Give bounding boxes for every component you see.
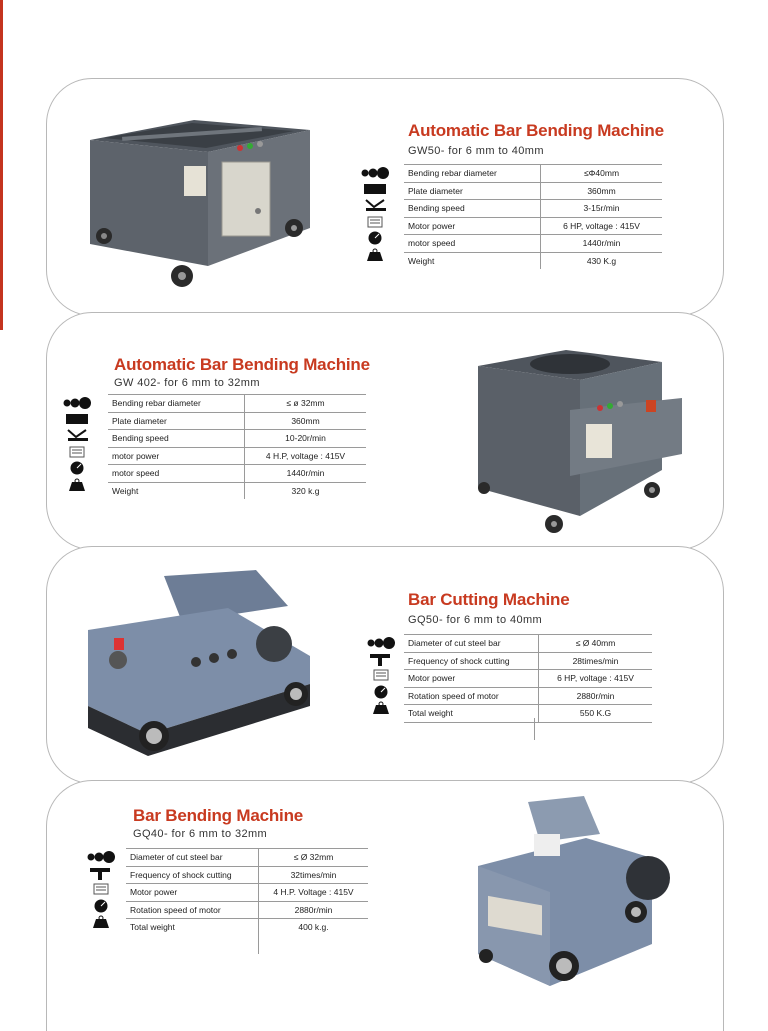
spec-value: 1440r/min xyxy=(541,235,663,253)
spec-label: Plate diameter xyxy=(404,182,541,200)
spec-label: motor power xyxy=(108,447,245,465)
spec-row xyxy=(126,866,368,884)
spec-row xyxy=(404,652,652,670)
spec-value: 320 k.g xyxy=(245,482,367,499)
spec-label: Total weight xyxy=(126,919,259,936)
spec-label: motor speed xyxy=(404,235,541,253)
spec-label: Diameter of cut steel bar xyxy=(126,849,259,867)
column-divider xyxy=(534,718,535,740)
rebar-diameter-icon xyxy=(360,165,390,179)
spec-row xyxy=(108,430,366,448)
spec-value: 10-20r/min xyxy=(245,430,367,448)
cutting-machine-gq50-photo xyxy=(78,566,322,760)
spec-row xyxy=(404,252,662,269)
cutting-icon xyxy=(86,866,116,880)
motor-icon xyxy=(366,668,396,682)
column-divider xyxy=(258,932,259,954)
spec-label: motor speed xyxy=(108,465,245,483)
spec-label: Motor power xyxy=(404,670,539,688)
rebar-diameter-icon xyxy=(86,849,116,863)
weight-icon xyxy=(86,915,116,929)
motor-icon xyxy=(86,882,116,896)
spec-row xyxy=(108,465,366,483)
spec-icons xyxy=(358,164,392,263)
section-subtitle: GW50- for 6 mm to 40mm xyxy=(408,145,544,157)
section-title: Automatic Bar Bending Machine xyxy=(408,121,664,140)
spec-label: Rotation speed of motor xyxy=(126,901,259,919)
speedometer-icon xyxy=(62,461,92,475)
spec-row xyxy=(108,412,366,430)
spec-row xyxy=(126,919,368,936)
spec-value: 6 HP, voltage : 415V xyxy=(539,670,653,688)
weight-icon xyxy=(360,248,390,262)
spec-label: Total weight xyxy=(404,705,539,723)
bending-machine-gw402-photo xyxy=(470,346,686,538)
speedometer-icon xyxy=(86,899,116,913)
spec-row xyxy=(108,447,366,465)
section-subtitle: GQ50- for 6 mm to 40mm xyxy=(408,614,543,626)
spec-table xyxy=(404,164,662,269)
spec-value: 2880r/min xyxy=(539,687,653,705)
spec-value: 3-15r/min xyxy=(541,200,663,218)
spec-value: 1440r/min xyxy=(245,465,367,483)
section-subtitle: GQ40- for 6 mm to 32mm xyxy=(133,828,268,840)
bending-speed-icon xyxy=(360,198,390,212)
spec-row xyxy=(126,901,368,919)
spec-value: ≤Φ40mm xyxy=(541,165,663,183)
spec-value: 4 H.P, voltage : 415V xyxy=(245,447,367,465)
spec-label: Weight xyxy=(108,482,245,499)
spec-row xyxy=(108,482,366,499)
spec-row xyxy=(126,849,368,867)
spec-label: Plate diameter xyxy=(108,412,245,430)
spec-label: Frequency of shock cutting xyxy=(126,866,259,884)
spec-value: ≤ ø 32mm xyxy=(245,395,367,413)
spec-icons xyxy=(364,634,398,717)
plate-icon xyxy=(62,412,92,426)
spec-icons xyxy=(60,394,94,493)
spec-label: Diameter of cut steel bar xyxy=(404,635,539,653)
spec-value: ≤ Ø 40mm xyxy=(539,635,653,653)
spec-label: Rotation speed of motor xyxy=(404,687,539,705)
spec-row xyxy=(404,705,652,723)
spec-label: Bending rebar diameter xyxy=(404,165,541,183)
spec-table xyxy=(126,848,368,936)
spec-value: 6 HP, voltage : 415V xyxy=(541,217,663,235)
left-accent-strip xyxy=(0,0,3,330)
speedometer-icon xyxy=(366,685,396,699)
speedometer-icon xyxy=(360,231,390,245)
spec-label: Weight xyxy=(404,252,541,269)
motor-icon xyxy=(360,215,390,229)
spec-row xyxy=(404,670,652,688)
spec-icons xyxy=(84,848,118,931)
spec-value: ≤ Ø 32mm xyxy=(259,849,369,867)
spec-value: 360mm xyxy=(245,412,367,430)
spec-row xyxy=(404,635,652,653)
spec-row xyxy=(404,217,662,235)
spec-row xyxy=(126,884,368,902)
spec-table xyxy=(108,394,366,499)
weight-icon xyxy=(62,478,92,492)
rebar-diameter-icon xyxy=(62,395,92,409)
spec-row xyxy=(404,235,662,253)
bending-speed-icon xyxy=(62,428,92,442)
spec-row xyxy=(404,687,652,705)
spec-row xyxy=(404,182,662,200)
spec-table xyxy=(404,634,652,723)
spec-value: 4 H.P. Voltage : 415V xyxy=(259,884,369,902)
spec-value: 28times/min xyxy=(539,652,653,670)
spec-label: Frequency of shock cutting xyxy=(404,652,539,670)
spec-label: Motor power xyxy=(404,217,541,235)
section-subtitle: GW 402- for 6 mm to 32mm xyxy=(114,377,260,389)
spec-value: 550 K.G xyxy=(539,705,653,723)
plate-icon xyxy=(360,182,390,196)
section-title: Bar Cutting Machine xyxy=(408,590,570,609)
weight-icon xyxy=(366,701,396,715)
spec-value: 2880r/min xyxy=(259,901,369,919)
section-title: Bar Bending Machine xyxy=(133,806,304,825)
spec-label: Bending speed xyxy=(108,430,245,448)
spec-value: 400 k.g. xyxy=(259,919,369,936)
section-title: Automatic Bar Bending Machine xyxy=(114,355,370,374)
rebar-diameter-icon xyxy=(366,635,396,649)
spec-label: Motor power xyxy=(126,884,259,902)
spec-label: Bending speed xyxy=(404,200,541,218)
spec-value: 430 K.g xyxy=(541,252,663,269)
spec-row xyxy=(108,395,366,413)
bending-machine-gw50-photo xyxy=(82,116,314,294)
spec-row xyxy=(404,200,662,218)
cutting-icon xyxy=(366,652,396,666)
spec-row xyxy=(404,165,662,183)
spec-value: 360mm xyxy=(541,182,663,200)
spec-label: Bending rebar diameter xyxy=(108,395,245,413)
bending-machine-gq40-photo xyxy=(466,794,678,990)
spec-value: 32times/min xyxy=(259,866,369,884)
motor-icon xyxy=(62,445,92,459)
